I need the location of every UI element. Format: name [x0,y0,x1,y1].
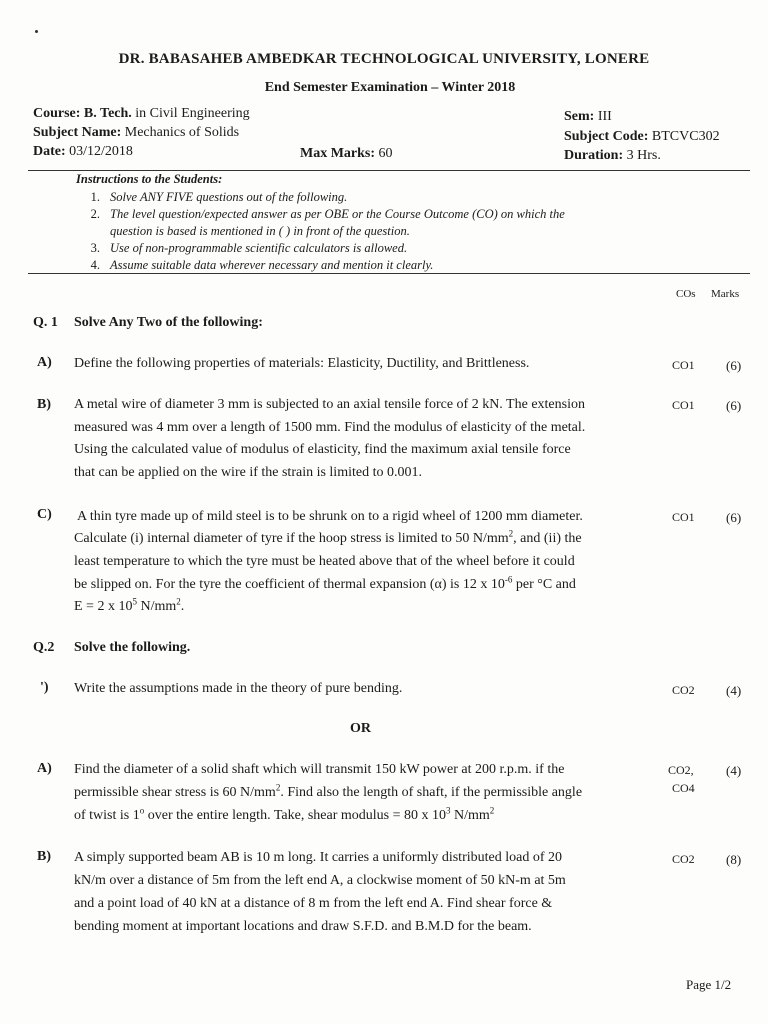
instruction-text: question is based is mentioned in ( ) in front of the question. [110,224,410,238]
text-run: be slipped on. For the tyre the coefficient of thermal expansion (α) is 12 x 10 [74,577,505,592]
instruction-item [76,241,407,256]
page-number: Page 1/2 [686,977,732,992]
question-heading: Solve Any Two of the following: [74,315,263,330]
text-run: permissible shear stress is 60 N/mm [74,785,276,800]
cos-column-header: COs [676,288,696,300]
question-text-line [74,805,495,824]
marks-column-header: Marks [711,288,740,300]
instruction-number: 3. [90,241,100,255]
subject-code-label: Subject Code: [564,129,649,144]
question-number: Q. 1 [33,315,58,330]
instruction-item [76,224,410,239]
max-marks-value: 60 [375,146,393,161]
course-outcome: CO1 [672,398,695,412]
instruction-item [76,207,565,222]
subquestion-label: ') [40,680,49,695]
subquestion-label: C) [37,507,52,522]
question-text-line: that can be applied on the wire if the strain is limited to 0.001. [74,465,422,480]
question-text-line: A metal wire of diameter 3 mm is subjected to an axial tensile force of 2 kN. The extension [74,397,585,412]
marks: (4) [726,683,742,698]
subquestion-label: A) [37,761,52,776]
superscript: -6 [504,574,513,585]
text-run: of twist is 1 [74,808,140,823]
university-name: DR. BABASAHEB AMBEDKAR TECHNOLOGICAL UNIVERSITY, LONERE [118,51,650,67]
instruction-text: Solve ANY FIVE questions out of the following. [110,190,348,204]
course-line [33,106,250,122]
instruction-number: 1. [90,190,100,204]
course-outcome: CO1 [672,510,695,524]
superscript: 5 [132,596,137,607]
date-value: 03/12/2018 [65,144,133,159]
course-value: in Civil Engineering [131,106,250,121]
instruction-text: Use of non-programmable scientific calculators is allowed. [110,241,408,255]
question-text-line [74,528,582,547]
text-run: , and (ii) the [513,531,582,546]
text-run: . Find also the length of shaft, if the permissible angle [280,785,583,800]
course-outcome: CO2, [668,763,694,777]
superscript: 2 [275,782,281,793]
instruction-text: Assume suitable data wherever necessary and mention it clearly. [110,258,434,272]
subject-line [33,125,239,141]
subquestion-label: A) [37,355,52,370]
course-outcome: CO1 [672,358,695,372]
course-outcome: CO4 [672,781,695,795]
duration-line [564,148,661,164]
text-run: Calculate (i) internal diameter of tyre if the hoop stress is limited to 50 N/mm [74,531,509,546]
subject-value: Mechanics of Solids [121,125,240,140]
subquestion-label: B) [37,397,51,412]
sem-line [564,109,612,125]
course-label: Course: B. Tech. [33,106,132,121]
subject-code-line [564,129,720,145]
instructions-divider [28,273,750,274]
speck-mark [35,30,38,33]
question-text: Write the assumptions made in the theory of pure bending. [74,681,403,696]
sem-label: Sem: [564,109,595,124]
question-text-line: A thin tyre made up of mild steel is to be shrunk on to a rigid wheel of 1200 mm diameter. [77,509,583,524]
question-text-line: Using the calculated value of modulus of elasticity, find the maximum axial tensile force [74,442,571,457]
sem-value: III [594,109,612,124]
question-text-line: and a point load of 40 kN at a distance of 8 m from the left end A. Find shear force & [74,896,553,911]
duration-label: Duration: [564,148,624,163]
subject-code-value: BTCVC302 [648,129,720,144]
superscript: o [139,805,145,816]
date-label: Date: [33,144,66,159]
subject-label: Subject Name: [33,125,122,140]
text-run: N/mm [450,808,490,823]
course-outcome: CO2 [672,683,695,697]
instruction-number: 2. [90,207,100,221]
question-text-line [74,596,185,615]
header-divider [28,170,750,171]
instruction-item [76,190,347,205]
instruction-number: 4. [90,258,100,272]
question-text-line: A simply supported beam AB is 10 m long. It carries a uniformly distributed load of 20 [74,850,562,865]
question-text-line: Find the diameter of a solid shaft which will transmit 150 kW power at 200 r.p.m. if the [74,762,565,777]
marks: (6) [726,398,742,413]
marks: (6) [726,510,742,525]
superscript: 2 [489,805,495,816]
exam-title: End Semester Examination – Winter 2018 [264,80,516,95]
question-text-line: bending moment at important locations and draw S.F.D. and B.M.D for the beam. [74,919,532,934]
max-marks-line [300,146,393,162]
marks: (8) [726,852,742,867]
text-run: over the entire length. Take, shear modulus = 80 x 10 [144,808,446,823]
subquestion-label: B) [37,849,51,864]
superscript: 2 [508,528,514,539]
text-run: N/mm [136,599,177,614]
instructions-title: Instructions to the Students: [76,172,223,186]
max-marks-label: Max Marks: [300,146,376,161]
marks: (6) [726,358,742,373]
or-separator: OR [350,721,371,736]
question-text-line [74,574,576,593]
instruction-item [76,258,433,273]
duration-value: 3 Hrs. [623,148,661,163]
date-line [33,144,133,160]
text-run: per °C and [512,577,576,592]
marks: (4) [726,763,742,778]
question-text-line: least temperature to which the tyre must be heated above that of the wheel before it could [74,554,575,569]
question-text-line: kN/m over a distance of 5m from the left end A, a clockwise moment of 50 kN-m at 5m [74,873,566,888]
question-text-line: measured was 4 mm over a length of 1500 mm. Find the modulus of elasticity of the metal. [74,420,586,435]
superscript: 2 [176,596,181,607]
question-number: Q.2 [33,640,55,655]
question-heading: Solve the following. [74,640,191,655]
text-run: E = 2 x 10 [74,599,133,614]
course-outcome: CO2 [672,852,695,866]
question-text-line [74,782,583,801]
instruction-text: The level question/expected answer as per OBE or the Course Outcome (CO) on which the [110,207,565,221]
question-text: Define the following properties of materials: Elasticity, Ductility, and Brittleness. [74,356,530,371]
superscript: 3 [446,805,451,816]
text-run: . [180,599,185,614]
